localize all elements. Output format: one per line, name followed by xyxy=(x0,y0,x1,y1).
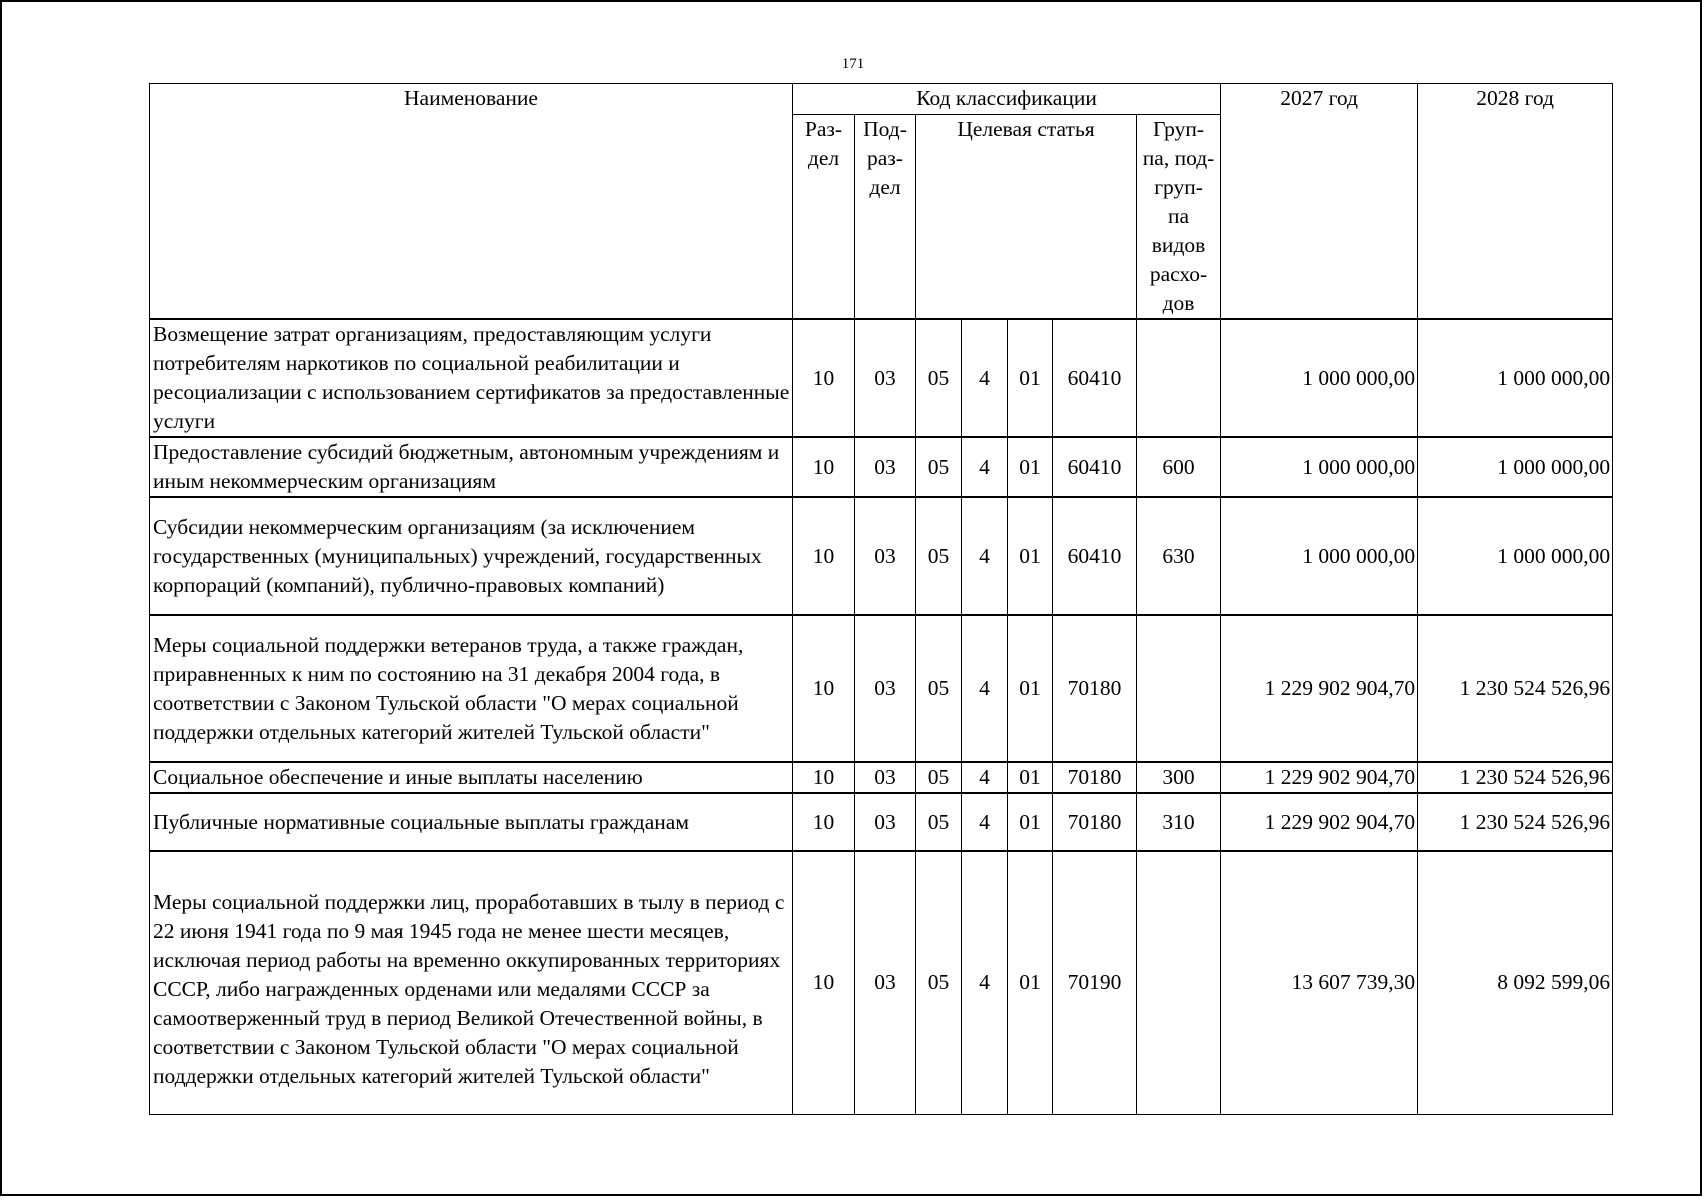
table-row xyxy=(150,319,1613,437)
page-number: 171 xyxy=(841,56,865,72)
row-target-program: 05 xyxy=(916,319,962,437)
row-amount-2027: 13 607 739,30 xyxy=(1221,851,1418,1114)
row-expense-group: 310 xyxy=(1137,793,1221,851)
row-target-direction: 70180 xyxy=(1053,793,1137,851)
row-section: 10 xyxy=(793,615,855,762)
row-expense-group xyxy=(1137,615,1221,762)
row-target-type: 4 xyxy=(962,319,1008,437)
row-subsection: 03 xyxy=(855,497,916,615)
row-name: Публичные нормативные социальные выплаты гражданам xyxy=(150,793,793,851)
budget-table xyxy=(149,83,1613,1115)
row-name: Возмещение затрат организациям, предоставляющим услуги потребителям наркотиков по социальной реабилитации и ресоциализации с использованием сертификатов за предоставленные услуги xyxy=(150,319,793,437)
row-expense-group: 300 xyxy=(1137,762,1221,793)
row-expense-group: 600 xyxy=(1137,437,1221,497)
row-target-subprogram: 01 xyxy=(1008,762,1053,793)
table-row xyxy=(150,437,1613,497)
row-section: 10 xyxy=(793,851,855,1114)
row-target-direction: 60410 xyxy=(1053,319,1137,437)
row-target-program: 05 xyxy=(916,437,962,497)
row-amount-2028: 1 230 524 526,96 xyxy=(1418,615,1613,762)
row-name: Предоставление субсидий бюджетным, автономным учреждениям и иным некоммерческим организациям xyxy=(150,437,793,497)
row-name: Меры социальной поддержки ветеранов труда, а также граждан, приравненных к ним по состоянию на 31 декабря 2004 года, в соответствии с Законом Тульской области "О мерах социальной поддержки отдельных категорий жителей Тульской области" xyxy=(150,615,793,762)
row-subsection: 03 xyxy=(855,851,916,1114)
row-subsection: 03 xyxy=(855,319,916,437)
row-section: 10 xyxy=(793,319,855,437)
row-expense-group xyxy=(1137,319,1221,437)
row-amount-2028: 1 000 000,00 xyxy=(1418,437,1613,497)
row-target-subprogram: 01 xyxy=(1008,497,1053,615)
row-amount-2027: 1 229 902 904,70 xyxy=(1221,615,1418,762)
row-section: 10 xyxy=(793,762,855,793)
header-subsection: Под- раз- дел xyxy=(855,115,916,320)
row-amount-2028: 1 230 524 526,96 xyxy=(1418,793,1613,851)
row-amount-2028: 8 092 599,06 xyxy=(1418,851,1613,1114)
row-target-direction: 60410 xyxy=(1053,497,1137,615)
header-section: Раз- дел xyxy=(793,115,855,320)
row-target-direction: 70180 xyxy=(1053,762,1137,793)
row-target-subprogram: 01 xyxy=(1008,319,1053,437)
row-amount-2027: 1 229 902 904,70 xyxy=(1221,793,1418,851)
row-subsection: 03 xyxy=(855,437,916,497)
table-row xyxy=(150,497,1613,615)
row-section: 10 xyxy=(793,437,855,497)
row-section: 10 xyxy=(793,497,855,615)
row-amount-2028: 1 000 000,00 xyxy=(1418,497,1613,615)
row-target-type: 4 xyxy=(962,851,1008,1114)
row-target-program: 05 xyxy=(916,615,962,762)
row-target-direction: 70190 xyxy=(1053,851,1137,1114)
row-amount-2027: 1 000 000,00 xyxy=(1221,497,1418,615)
row-target-type: 4 xyxy=(962,793,1008,851)
row-target-subprogram: 01 xyxy=(1008,437,1053,497)
row-expense-group xyxy=(1137,851,1221,1114)
header-classification-code: Код классификации xyxy=(793,84,1221,115)
row-target-type: 4 xyxy=(962,437,1008,497)
row-target-program: 05 xyxy=(916,497,962,615)
header-name: Наименование xyxy=(150,84,793,320)
row-expense-group: 630 xyxy=(1137,497,1221,615)
row-name: Меры социальной поддержки лиц, проработавших в тылу в период с 22 июня 1941 года по 9 мая 1945 года не менее шести месяцев, исключая период работы на временно оккупированных территориях СССР, либо награжденных орденами или медалями СССР за самоотверженный труд в период Великой Отечественной войны, в соответствии с Законом Тульской области "О мерах социальной поддержки отдельных категорий жителей Тульской области" xyxy=(150,851,793,1114)
row-target-program: 05 xyxy=(916,851,962,1114)
header-target-article: Целевая статья xyxy=(916,115,1137,320)
row-name: Социальное обеспечение и иные выплаты населению xyxy=(150,762,793,793)
row-target-type: 4 xyxy=(962,762,1008,793)
row-target-direction: 60410 xyxy=(1053,437,1137,497)
table-row xyxy=(150,762,1613,793)
row-amount-2027: 1 000 000,00 xyxy=(1221,319,1418,437)
row-target-type: 4 xyxy=(962,497,1008,615)
row-subsection: 03 xyxy=(855,615,916,762)
row-subsection: 03 xyxy=(855,762,916,793)
table-row xyxy=(150,851,1613,1114)
row-target-subprogram: 01 xyxy=(1008,851,1053,1114)
row-amount-2027: 1 000 000,00 xyxy=(1221,437,1418,497)
row-subsection: 03 xyxy=(855,793,916,851)
row-section: 10 xyxy=(793,793,855,851)
row-target-direction: 70180 xyxy=(1053,615,1137,762)
row-target-subprogram: 01 xyxy=(1008,615,1053,762)
row-amount-2028: 1 000 000,00 xyxy=(1418,319,1613,437)
row-name: Субсидии некоммерческим организациям (за исключением государственных (муниципальных) учреждений, государственных корпораций (компаний), публично-правовых компаний) xyxy=(150,497,793,615)
row-target-program: 05 xyxy=(916,793,962,851)
table-row xyxy=(150,615,1613,762)
header-year-2027: 2027 год xyxy=(1221,84,1418,320)
header-expense-group: Груп- па, под- груп- па видов расхо- дов xyxy=(1137,115,1221,320)
row-target-type: 4 xyxy=(962,615,1008,762)
row-target-program: 05 xyxy=(916,762,962,793)
table-row xyxy=(150,793,1613,851)
header-year-2028: 2028 год xyxy=(1418,84,1613,320)
row-target-subprogram: 01 xyxy=(1008,793,1053,851)
row-amount-2027: 1 229 902 904,70 xyxy=(1221,762,1418,793)
row-amount-2028: 1 230 524 526,96 xyxy=(1418,762,1613,793)
